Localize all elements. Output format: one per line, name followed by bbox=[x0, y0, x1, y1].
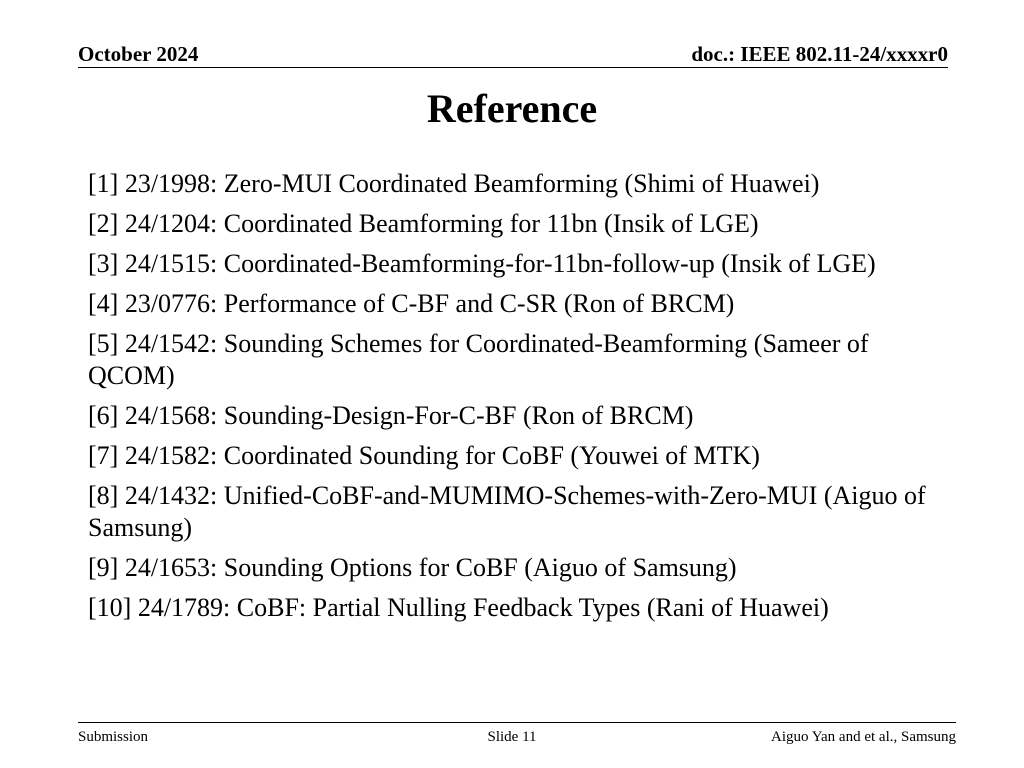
reference-item-2: [2] 24/1204: Coordinated Beamforming for 11bn (Insik of LGE) bbox=[88, 209, 759, 238]
reference-item-4: [4] 23/0776: Performance of C-BF and C-SR (Ron of BRCM) bbox=[88, 289, 735, 318]
footer-submission: Submission bbox=[78, 729, 149, 745]
reference-item-3: [3] 24/1515: Coordinated-Beamforming-for-11bn-follow-up (Insik of LGE) bbox=[88, 249, 876, 278]
reference-item-10: [10] 24/1789: CoBF: Partial Nulling Feedback Types (Rani of Huawei) bbox=[88, 593, 829, 622]
footer-divider bbox=[78, 722, 956, 723]
header-divider bbox=[78, 67, 948, 68]
reference-list bbox=[88, 168, 950, 632]
reference-item-8: [8] 24/1432: Unified-CoBF-and-MUMIMO-Schemes-with-Zero-MUI (Aiguo of Samsung) bbox=[88, 481, 926, 542]
footer-author: Aiguo Yan and et al., Samsung bbox=[771, 729, 956, 745]
header-date: October 2024 bbox=[78, 42, 199, 66]
reference-item-5: [5] 24/1542: Sounding Schemes for Coordinated-Beamforming (Sameer of QCOM) bbox=[88, 329, 869, 390]
slide-title: Reference bbox=[426, 86, 598, 131]
reference-item-9: [9] 24/1653: Sounding Options for CoBF (Aiguo of Samsung) bbox=[88, 553, 737, 582]
header-doc-number: doc.: IEEE 802.11-24/xxxxr0 bbox=[691, 42, 948, 66]
footer-slide-number: Slide 11 bbox=[487, 729, 537, 745]
reference-item-7: [7] 24/1582: Coordinated Sounding for CoBF (Youwei of MTK) bbox=[88, 441, 760, 470]
reference-item-6: [6] 24/1568: Sounding-Design-For-C-BF (Ron of BRCM) bbox=[88, 401, 694, 430]
reference-item-1: [1] 23/1998: Zero-MUI Coordinated Beamforming (Shimi of Huawei) bbox=[88, 169, 820, 198]
